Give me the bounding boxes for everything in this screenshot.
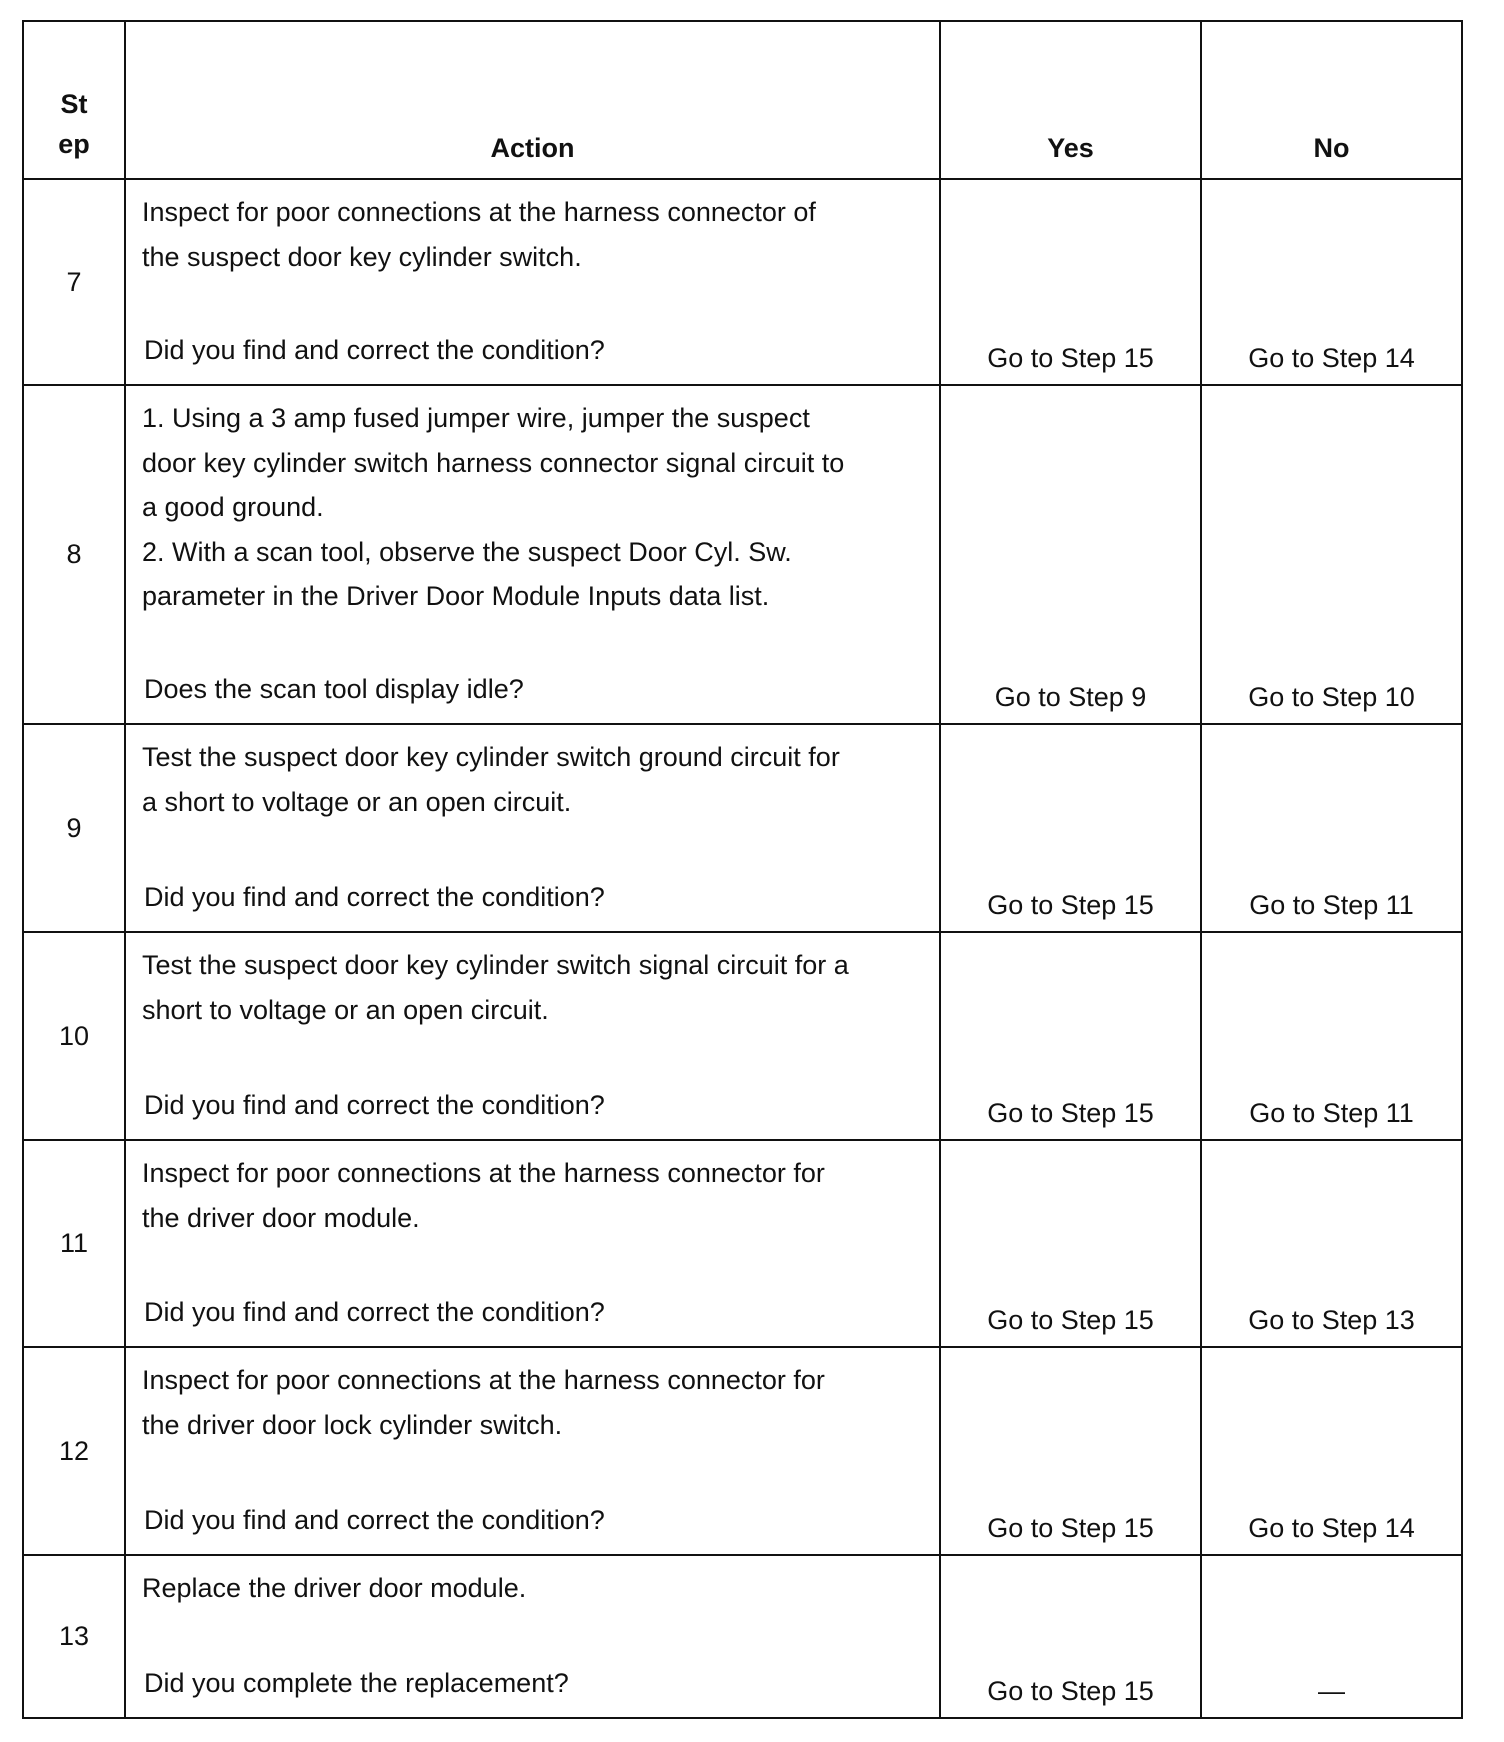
action-cell (125, 1555, 940, 1718)
yes-result: Go to Step 9 (994, 682, 1147, 712)
action-line: a short to voltage or an open circuit. (142, 786, 572, 817)
action-line: a good ground. (142, 492, 324, 522)
action-instructions (142, 933, 929, 1032)
no-result: Go to Step 13 (1248, 1305, 1415, 1335)
action-question: Did you find and correct the condition? (144, 1089, 605, 1120)
no-result: — (1318, 1676, 1345, 1706)
action-line: short to voltage or an open circuit. (142, 994, 549, 1025)
action-instructions (142, 1141, 929, 1240)
action-content (142, 1556, 929, 1715)
yes-cell (940, 1140, 1201, 1347)
yes-result: Go to Step 15 (987, 1676, 1154, 1706)
no-cell (1201, 179, 1462, 385)
action-line: Inspect for poor connections at the harness connector of (142, 197, 816, 227)
action-question: Did you find and correct the condition? (144, 881, 605, 912)
action-content (142, 1141, 929, 1344)
action-question: Did you find and correct the condition? (144, 1504, 605, 1535)
action-question: Did you find and correct the condition? (144, 334, 605, 365)
no-cell (1201, 1140, 1462, 1347)
diagnostic-step-table (22, 20, 1463, 1719)
no-cell (1201, 724, 1462, 932)
action-cell (125, 724, 940, 932)
action-question: Did you find and correct the condition? (144, 1296, 605, 1327)
action-cell (125, 1140, 940, 1347)
yes-cell (940, 724, 1201, 932)
action-line: Inspect for poor connections at the harness connector for (142, 1365, 825, 1395)
yes-cell (940, 1347, 1201, 1555)
action-line: the driver door lock cylinder switch. (142, 1409, 563, 1440)
step-number: 11 (23, 1140, 125, 1347)
action-instructions (142, 1348, 929, 1447)
yes-result: Go to Step 15 (987, 1305, 1154, 1335)
action-cell (125, 932, 940, 1140)
yes-result: Go to Step 15 (987, 890, 1154, 920)
table-row (23, 1347, 1462, 1555)
action-line: Replace the driver door module. (142, 1573, 527, 1603)
header-step-line1: St (60, 89, 88, 119)
no-result: Go to Step 14 (1248, 343, 1415, 373)
no-cell (1201, 385, 1462, 724)
action-instructions (142, 725, 929, 824)
action-line: 1. Using a 3 amp fused jumper wire, jumper the suspect (142, 403, 810, 433)
yes-cell (940, 1555, 1201, 1718)
no-cell (1201, 932, 1462, 1140)
action-content (142, 180, 929, 382)
action-content (142, 933, 929, 1137)
action-cell (125, 1347, 940, 1555)
table-row (23, 932, 1462, 1140)
no-result: Go to Step 10 (1248, 682, 1415, 712)
action-line: Test the suspect door key cylinder switch ground circuit for (142, 742, 840, 772)
action-content (142, 386, 929, 721)
step-number: 12 (23, 1347, 125, 1555)
step-number: 8 (23, 385, 125, 724)
action-line: the driver door module. (142, 1202, 420, 1233)
table-row (23, 724, 1462, 932)
no-result: Go to Step 14 (1248, 1513, 1415, 1543)
step-number: 9 (23, 724, 125, 932)
action-instructions (142, 180, 929, 279)
yes-cell (940, 385, 1201, 724)
step-number: 10 (23, 932, 125, 1140)
yes-cell (940, 932, 1201, 1140)
table-row (23, 1140, 1462, 1347)
header-action: Action (125, 21, 940, 179)
action-cell (125, 179, 940, 385)
header-no: No (1201, 21, 1462, 179)
table-row (23, 385, 1462, 724)
action-line: Inspect for poor connections at the harness connector for (142, 1158, 825, 1188)
no-result: Go to Step 11 (1249, 890, 1414, 920)
action-question: Did you complete the replacement? (144, 1667, 569, 1698)
table-body (23, 179, 1462, 1718)
no-cell (1201, 1347, 1462, 1555)
header-step (23, 21, 125, 179)
action-instructions (142, 386, 929, 619)
yes-result: Go to Step 15 (987, 1513, 1154, 1543)
action-content (142, 725, 929, 929)
step-number: 13 (23, 1555, 125, 1718)
action-instructions (142, 1556, 929, 1611)
table-header-row (23, 21, 1462, 179)
action-line: Test the suspect door key cylinder switch signal circuit for a (142, 950, 849, 980)
action-line: parameter in the Driver Door Module Inputs data list. (142, 581, 770, 611)
action-line: 2. With a scan tool, observe the suspect Door Cyl. Sw. (142, 536, 792, 567)
table-row (23, 1555, 1462, 1718)
action-line: the suspect door key cylinder switch. (142, 241, 582, 272)
header-yes: Yes (940, 21, 1201, 179)
no-result: Go to Step 11 (1249, 1098, 1414, 1128)
header-step-line2: ep (58, 129, 90, 159)
yes-cell (940, 179, 1201, 385)
no-cell (1201, 1555, 1462, 1718)
yes-result: Go to Step 15 (987, 1098, 1154, 1128)
action-cell (125, 385, 940, 724)
action-question: Does the scan tool display idle? (144, 673, 524, 704)
step-number: 7 (23, 179, 125, 385)
action-line: door key cylinder switch harness connector signal circuit to (142, 447, 845, 478)
table-row (23, 179, 1462, 385)
yes-result: Go to Step 15 (987, 343, 1154, 373)
action-content (142, 1348, 929, 1552)
